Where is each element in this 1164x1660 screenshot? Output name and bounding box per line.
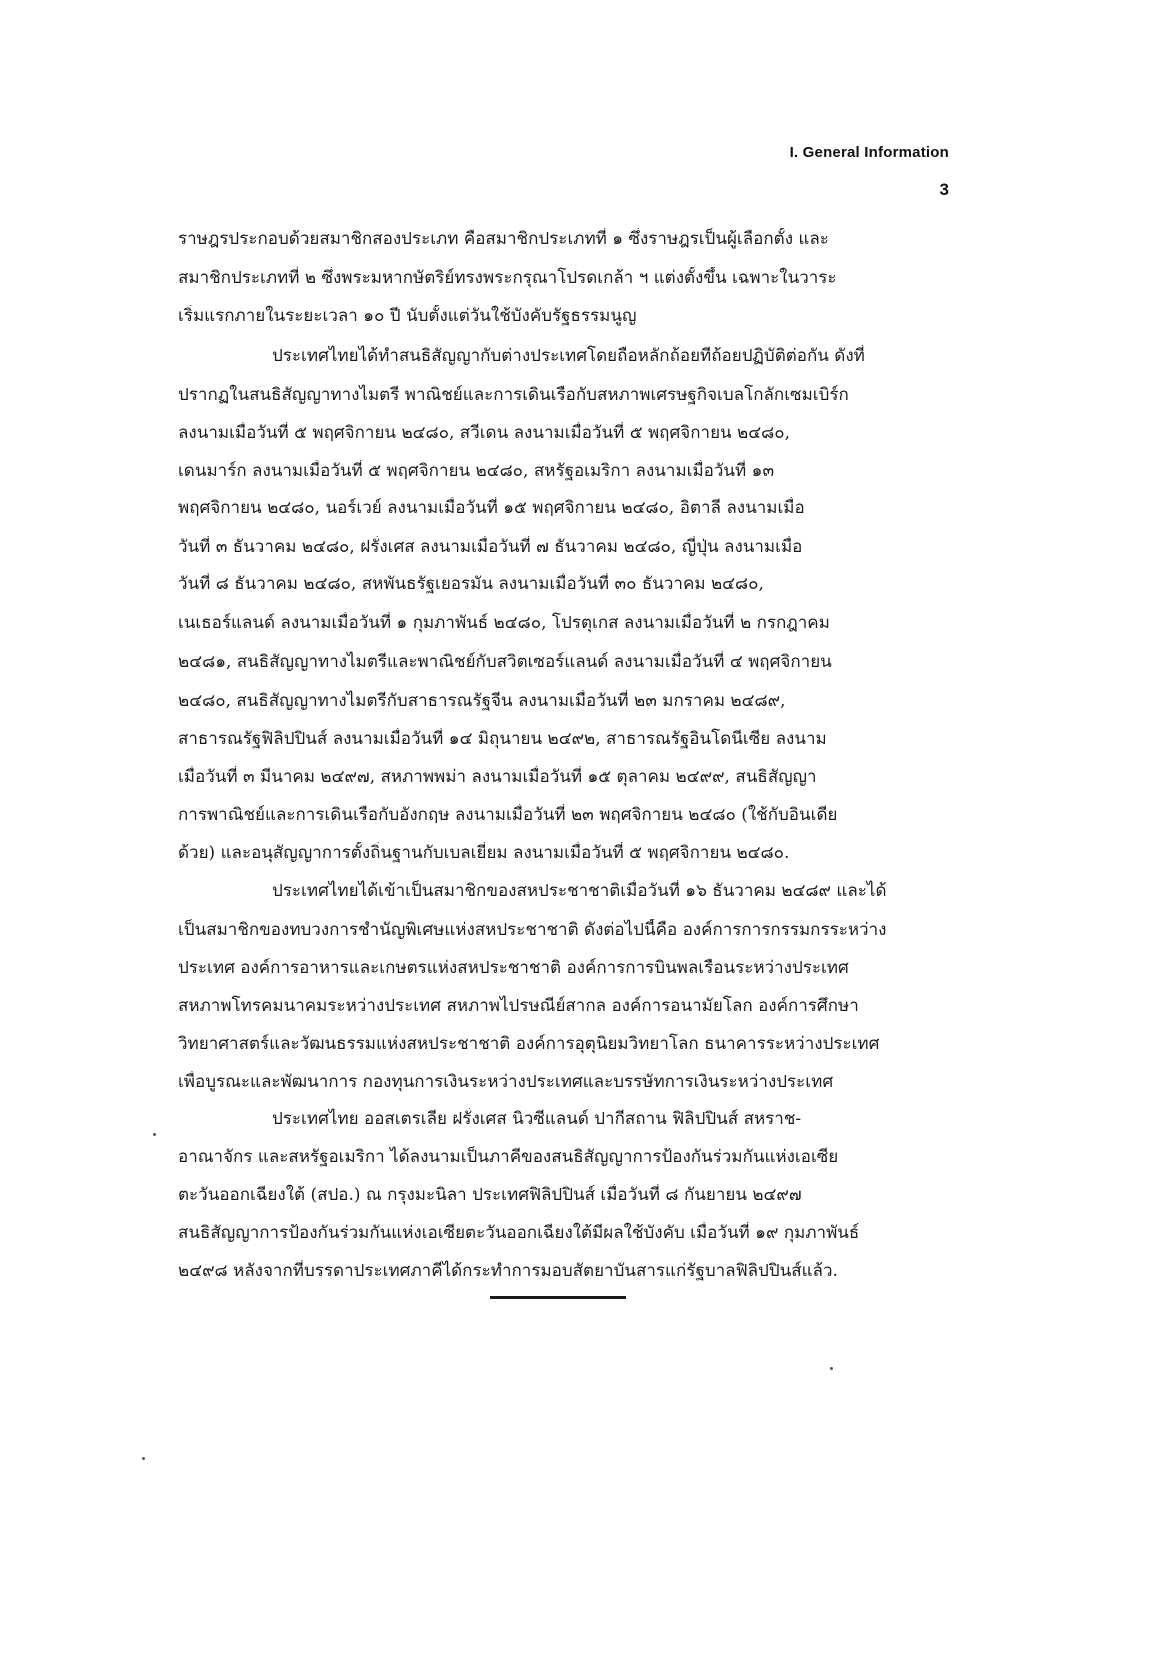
text-line: ตะวันออกเฉียงใต้ (สปอ.) ณ กรุงมะนิลา ประเทศฟิลิปปินส์ เมื่อวันที่ ๘ กันยายน ๒๔๙๗ (178, 1185, 802, 1205)
section-divider (490, 1296, 626, 1299)
text-line: ราษฎรประกอบด้วยสมาชิกสองประเภท คือสมาชิกประเภทที่ ๑ ซึ่งราษฎรเป็นผู้เลือกตั้ง และ (178, 229, 829, 249)
text-line: ประเทศไทยได้เข้าเป็นสมาชิกของสหประชาชาติเมื่อวันที่ ๑๖ ธันวาคม ๒๔๘๙ และได้ (272, 881, 887, 901)
text-line: ๒๔๙๘ หลังจากที่บรรดาประเทศภาคีได้กระทำการมอบสัตยาบันสารแก่รัฐบาลฟิลิปปินส์แล้ว. (178, 1261, 838, 1281)
scan-speck (153, 1133, 156, 1136)
text-line: อาณาจักร และสหรัฐอเมริกา ได้ลงนามเป็นภาคีของสนธิสัญญาการป้องกันร่วมกันแห่งเอเซีย (178, 1147, 839, 1167)
text-line: ลงนามเมื่อวันที่ ๕ พฤศจิกายน ๒๔๘๐, สวีเดน ลงนามเมื่อวันที่ ๕ พฤศจิกายน ๒๔๘๐, (178, 423, 791, 443)
text-line: ปรากฏในสนธิสัญญาทางไมตรี พาณิชย์และการเดินเรือกับสหภาพเศรษฐกิจเบลโกลักเซมเบิร์ก (178, 385, 849, 405)
scan-speck (830, 1367, 833, 1370)
page-number: 3 (939, 180, 949, 199)
text-line: การพาณิชย์และการเดินเรือกับอังกฤษ ลงนามเมื่อวันที่ ๒๓ พฤศจิกายน ๒๔๘๐ (ใช้กับอินเดีย (178, 805, 838, 825)
text-line: เพื่อบูรณะและพัฒนาการ กองทุนการเงินระหว่างประเทศและบรรษัทการเงินระหว่างประเทศ (178, 1072, 834, 1092)
scan-speck (142, 1457, 145, 1460)
text-line: ประเทศ องค์การอาหารและเกษตรแห่งสหประชาชาติ องค์การการบินพลเรือนระหว่างประเทศ (178, 958, 849, 978)
text-line: เนเธอร์แลนด์ ลงนามเมื่อวันที่ ๑ กุมภาพันธ์ ๒๔๘๐, โปรตุเกส ลงนามเมื่อวันที่ ๒ กรกฎาคม (178, 613, 830, 633)
text-line: สหภาพโทรคมนาคมระหว่างประเทศ สหภาพไปรษณีย์สากล องค์การอนามัยโลก องค์การศึกษา (178, 996, 859, 1016)
text-line: เดนมาร์ก ลงนามเมื่อวันที่ ๕ พฤศจิกายน ๒๔๘๐, สหรัฐอเมริกา ลงนามเมื่อวันที่ ๑๓ (178, 461, 775, 481)
text-line: สาธารณรัฐฟิลิปปินส์ ลงนามเมื่อวันที่ ๑๔ มิถุนายน ๒๔๙๒, สาธารณรัฐอินโดนีเซีย ลงนาม (178, 729, 827, 749)
text-line: ๒๔๘๐, สนธิสัญญาทางไมตรีกับสาธารณรัฐจีน ลงนามเมื่อวันที่ ๒๓ มกราคม ๒๔๘๙, (178, 691, 786, 711)
text-line: วันที่ ๓ ธันวาคม ๒๔๘๐, ฝรั่งเศส ลงนามเมื่อวันที่ ๗ ธันวาคม ๒๔๘๐, ญี่ปุ่น ลงนามเมื่อ (178, 537, 803, 557)
text-line: ๒๔๘๑, สนธิสัญญาทางไมตรีและพาณิชย์กับสวิตเซอร์แลนด์ ลงนามเมื่อวันที่ ๔ พฤศจิกายน (178, 652, 832, 672)
text-line: สมาชิกประเภทที่ ๒ ซึ่งพระมหากษัตริย์ทรงพระกรุณาโปรดเกล้า ฯ แต่งตั้งขึ้น เฉพาะในวาระ (178, 268, 837, 288)
text-line: วิทยาศาสตร์และวัฒนธรรมแห่งสหประชาชาติ องค์การอุตุนิยมวิทยาโลก ธนาคารระหว่างประเทศ (178, 1034, 880, 1054)
text-line: ประเทศไทยได้ทำสนธิสัญญากับต่างประเทศโดยถือหลักถ้อยทีถ้อยปฏิบัติต่อกัน ดังที่ (272, 346, 865, 366)
text-line: วันที่ ๘ ธันวาคม ๒๔๘๐, สหพันธรัฐเยอรมัน ลงนามเมื่อวันที่ ๓๐ ธันวาคม ๒๔๘๐, (178, 574, 764, 594)
text-line: เป็นสมาชิกของทบวงการชำนัญพิเศษแห่งสหประชาชาติ ดังต่อไปนี้คือ องค์การการกรรมกรระหว่าง (178, 920, 887, 940)
running-header: I. General Information (789, 144, 949, 161)
text-line: ประเทศไทย ออสเตรเลีย ฝรั่งเศส นิวซีแลนด์ ปากีสถาน ฟิลิปปินส์ สหราช- (272, 1109, 802, 1129)
text-line: ด้วย) และอนุสัญญาการตั้งถิ่นฐานกับเบลเยี่ยม ลงนามเมื่อวันที่ ๕ พฤศจิกายน ๒๔๘๐. (178, 843, 790, 863)
text-line: เมื่อวันที่ ๓ มีนาคม ๒๔๙๗, สหภาพพม่า ลงนามเมื่อวันที่ ๑๕ ตุลาคม ๒๔๙๙, สนธิสัญญา (178, 767, 817, 787)
text-line: พฤศจิกายน ๒๔๘๐, นอร์เวย์ ลงนามเมื่อวันที่ ๑๕ พฤศจิกายน ๒๔๘๐, อิตาลี ลงนามเมื่อ (178, 498, 805, 518)
text-line: สนธิสัญญาการป้องกันร่วมกันแห่งเอเซียตะวันออกเฉียงใต้มีผลใช้บังคับ เมื่อวันที่ ๑๙ กุมภาพันธ์ (178, 1223, 860, 1243)
text-line: เริ่มแรกภายในระยะเวลา ๑๐ ปี นับตั้งแต่วันใช้บังคับรัฐธรรมนูญ (178, 306, 637, 326)
